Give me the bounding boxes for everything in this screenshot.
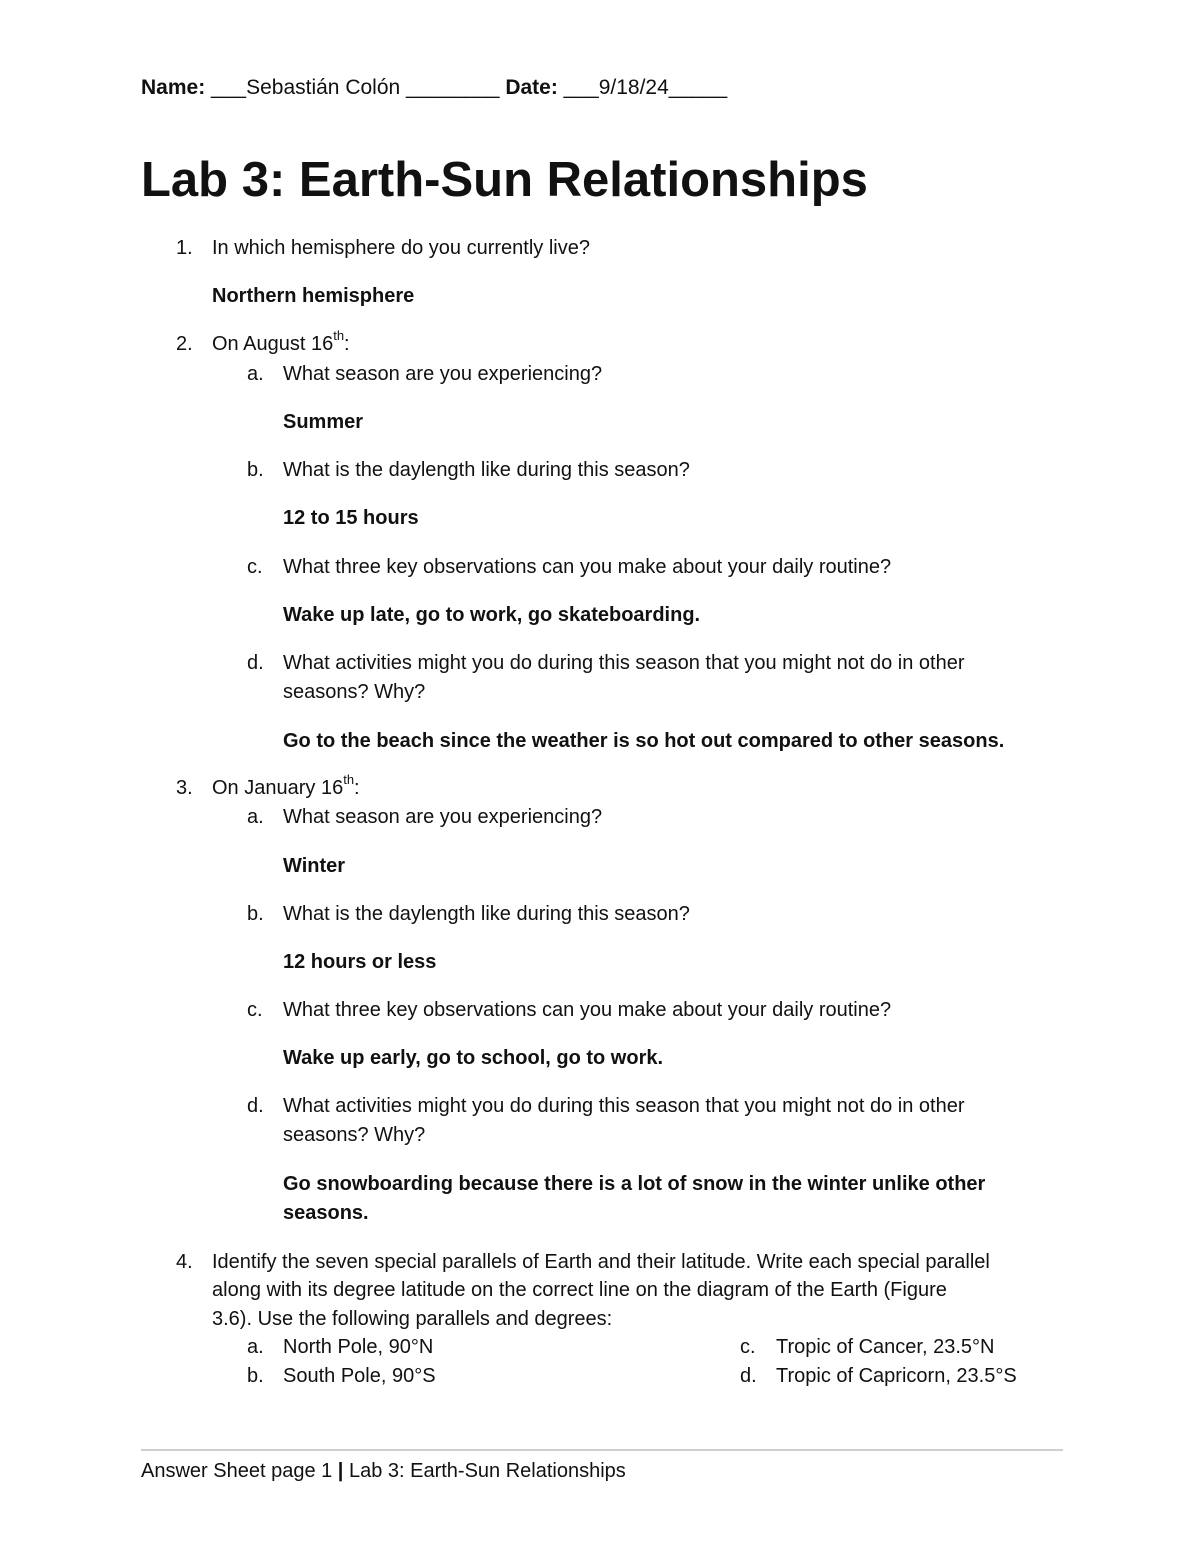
footer-separator: | bbox=[337, 1460, 344, 1482]
q3-text bbox=[212, 774, 360, 802]
q3b-answer: 12 hours or less bbox=[283, 951, 437, 973]
name-value: ___Sebastián Colón ________ bbox=[211, 76, 500, 99]
q3c-text: What three key observations can you make about your daily routine? bbox=[283, 999, 892, 1021]
footer-left: Answer Sheet page 1 bbox=[141, 1460, 338, 1482]
q3d-text-line2: seasons? Why? bbox=[283, 1124, 426, 1146]
q4b-text: South Pole, 90°S bbox=[283, 1365, 436, 1387]
q2b-answer: 12 to 15 hours bbox=[283, 507, 419, 529]
q4d-text: Tropic of Capricorn, 23.5°S bbox=[776, 1365, 1017, 1387]
page-title: Lab 3: Earth-Sun Relationships bbox=[141, 153, 868, 207]
q2d-text-line2: seasons? Why? bbox=[283, 681, 426, 703]
q2-number: 2. bbox=[176, 333, 193, 355]
date-label: Date: bbox=[505, 76, 558, 99]
q4-text-line1: Identify the seven special parallels of Earth and their latitude. Write each special parallel bbox=[212, 1251, 990, 1273]
date-value: ___9/18/24_____ bbox=[563, 76, 728, 99]
q3a-text: What season are you experiencing? bbox=[283, 806, 603, 828]
q4-number: 4. bbox=[176, 1251, 193, 1273]
q1-number: 1. bbox=[176, 237, 193, 259]
q2-text-sup: th bbox=[333, 328, 345, 344]
q3d-text-line1: What activities might you do during this season that you might not do in other bbox=[283, 1095, 965, 1117]
q3d-answer-line1: Go snowboarding because there is a lot of snow in the winter unlike other bbox=[283, 1173, 986, 1195]
q2b-letter: b. bbox=[247, 459, 264, 481]
q2b-text: What is the daylength like during this season? bbox=[283, 459, 690, 481]
q1-answer: Northern hemisphere bbox=[212, 285, 415, 307]
q1-text: In which hemisphere do you currently live? bbox=[212, 237, 590, 259]
q3-text-sup: th bbox=[343, 772, 355, 788]
footer-right: Lab 3: Earth-Sun Relationships bbox=[343, 1460, 626, 1482]
q2c-text: What three key observations can you make about your daily routine? bbox=[283, 556, 892, 578]
q2d-letter: d. bbox=[247, 652, 264, 674]
q4a-text: North Pole, 90°N bbox=[283, 1336, 434, 1358]
q4-text-line3: 3.6). Use the following parallels and degrees: bbox=[212, 1308, 613, 1330]
q4c-letter: c. bbox=[740, 1336, 756, 1358]
q2d-text-line1: What activities might you do during this season that you might not do in other bbox=[283, 652, 965, 674]
q4a-letter: a. bbox=[247, 1336, 264, 1358]
q3d-letter: d. bbox=[247, 1095, 264, 1117]
q3c-letter: c. bbox=[247, 999, 263, 1021]
header-line bbox=[141, 74, 727, 102]
q3b-text: What is the daylength like during this season? bbox=[283, 903, 690, 925]
q2a-letter: a. bbox=[247, 363, 264, 385]
q4c-text: Tropic of Cancer, 23.5°N bbox=[776, 1336, 995, 1358]
q3-number: 3. bbox=[176, 777, 193, 799]
q4-text-line2: along with its degree latitude on the correct line on the diagram of the Earth (Figure bbox=[212, 1279, 947, 1301]
q2-text-main: On August 16 bbox=[212, 333, 334, 355]
q2c-letter: c. bbox=[247, 556, 263, 578]
q2-text bbox=[212, 330, 350, 358]
name-label: Name: bbox=[141, 76, 206, 99]
q2d-answer: Go to the beach since the weather is so hot out compared to other seasons. bbox=[283, 730, 1005, 752]
q3c-answer: Wake up early, go to school, go to work. bbox=[283, 1047, 664, 1069]
q2-text-suffix: : bbox=[344, 333, 350, 355]
q3b-letter: b. bbox=[247, 903, 264, 925]
q3a-letter: a. bbox=[247, 806, 264, 828]
q3a-answer: Winter bbox=[283, 855, 346, 877]
page-footer bbox=[141, 1457, 626, 1485]
q4d-letter: d. bbox=[740, 1365, 757, 1387]
q3-text-main: On January 16 bbox=[212, 777, 344, 799]
q4b-letter: b. bbox=[247, 1365, 264, 1387]
q3-text-suffix: : bbox=[354, 777, 360, 799]
q3d-answer-line2: seasons. bbox=[283, 1202, 369, 1224]
q2a-answer: Summer bbox=[283, 411, 364, 433]
footer-divider bbox=[141, 1449, 1063, 1451]
q2a-text: What season are you experiencing? bbox=[283, 363, 603, 385]
q2c-answer: Wake up late, go to work, go skateboarding. bbox=[283, 604, 701, 626]
